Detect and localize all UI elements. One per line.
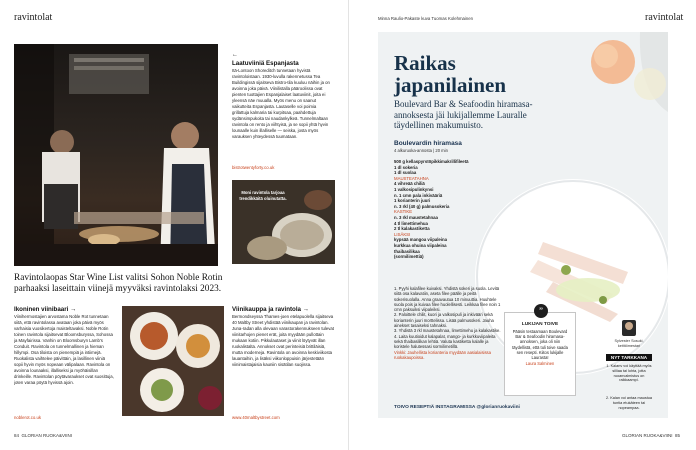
quote-icon: ” xyxy=(534,304,548,318)
photo-caption-small: Moni ravintola tarjoaa trendikkäitä oluinutatta. xyxy=(239,190,287,201)
chef-avatar xyxy=(622,320,636,336)
arrow-left-icon: ← xyxy=(232,52,238,58)
ingredient: n. 3 rkl (40 g) palmusokeria xyxy=(394,203,450,209)
ingredient-category: KASTIKE xyxy=(394,209,413,215)
ingredient: 4 tl limettimehua xyxy=(394,220,428,226)
section-title-ikoninen: Ikoninen viinibaari → xyxy=(14,306,77,313)
arrow-right-icon: → xyxy=(302,306,309,313)
ingredient: (sormilimettiä) xyxy=(394,254,424,260)
photo-caption-main: Ravintolaopas Star Wine List valitsi Sohon Noble Rotin parhaaksi laseittain viinejä myyväksi ravintolaksi 2023. xyxy=(14,273,223,294)
recipe-step: 1. Pyyhi kalafilee kuivaksi. Yhdistä sokeri ja suola. Levitä siitä osa kalavatiin, aseta filee päälle ja peitä sokerisuolalla. Anna graavautua 10 minuuttia. Huuhtele suola pois ja kuivaa filee huolellisesti. Leikkaa filee noin 1 cmn paksuiksi viipaleiksi. xyxy=(394,286,501,313)
ingredient: 1 korianterin juuri xyxy=(394,198,431,204)
recipe-title: Boulevardin hiramasa xyxy=(394,140,462,147)
section-link-viinikauppa[interactable]: www.40maltbystreet.com xyxy=(232,415,280,420)
ingredient: thaibasilikaa xyxy=(394,248,420,254)
standfirst: Boulevard Bar & Seafoodin hiramasa-annoksesta jäi lukijallemme Lauralle täydellinen makumuisto. xyxy=(394,99,533,130)
page-title: Raikas japanilainen xyxy=(394,51,507,97)
ingredient: 1 valkosipulinkynsi xyxy=(394,186,434,192)
folio-left: 84 GLORIAN RUOKA&VIINI xyxy=(14,433,73,438)
rubric-right: ravintolat xyxy=(645,12,684,23)
section-title-viinikauppa: Viinikauppa ja ravintola → xyxy=(232,306,309,313)
ingredient-category: LISÄKSI xyxy=(394,231,411,237)
ingredient: 500 g kellaspyrstöpikkimakrillifileetä xyxy=(394,159,469,164)
recipe-step: 4. Laita kuutioidut kalapalat, mango- ja kurkkuviipaleita sekä thaibasilikan lehtiä. Valuta kastiketta kalalle ja koristele halutessasi sormilimetillä. xyxy=(394,333,496,350)
kitchen-photo xyxy=(14,44,218,266)
ingredient: 4 vihreää chiliä xyxy=(394,181,425,187)
ingredient: n. 3 rkl maustetahnaa xyxy=(394,214,438,220)
food-photo xyxy=(122,306,224,416)
folio-right: GLORIAN RUOKA&VIINI 85 xyxy=(622,433,681,438)
section-body-ikoninen: Viinihermostajien arvostama Noble Rot tunnetaan siitä, että ravintolassa avataan joka päivä myös varhaisia vuosikertoja maisteltavaksi. Noble Rotin toinen ravintola sijaitsevat Bloomsburyssa, Sohossa ja Mayfairissa. Vanhin on Bloomsburyn Lamb's Conduit. Ravintola on tunnelmallinen ja hieman hillympi. Osa tiloista on pienempiä ja intiimejä. Ruokalista vaihtelee päivittäin, ja lasillinen viiniä sopii hyvin myös nopeaan välipalaan. Ravintola on avoinna lounaaksi, illalliseksi ja myöhäisillan drinkeille. Ravintolan pöytävaraukset ovat suosittuja, joten varaa pöytä hyvissä ajoin. xyxy=(14,314,114,385)
recipe-tip: Vinkki: Jauhellista korianteria myydään aasialaisissa ruokakaupoissa. xyxy=(394,349,491,360)
ingredient: 1 dl suolaa xyxy=(394,170,417,176)
recipe-step: 2. Paloittele chilit, kuori ja valkosipuli ja inkivääri sekä korianterin juuri morttelissa. Lisää palmusokeri. Jauha ainekset tasaiseksi tahnaksi. xyxy=(394,312,494,329)
ingredient-category: MAUSTEATAHNA xyxy=(394,175,429,181)
recipe-servings: 4 alkuruoka-annosta | 20 min xyxy=(394,148,448,153)
ingredient-list xyxy=(394,159,484,260)
chef-caption: Sylvester Sosuki, keittiömestari xyxy=(614,339,644,348)
ingredient: kurkkua ohuina viipaleina xyxy=(394,242,447,248)
recipe-step: 3. Yhdistä 3 rkl maustetahnaa, limettimehu ja kalakastike. xyxy=(394,328,501,334)
reader-box-name: Laura Salminen xyxy=(525,361,555,367)
photo-credit: Minna Raulio-Pakaste kuva Tuomas Kolehmainen xyxy=(378,16,474,21)
ingredient: n. 1 cmn pala inkivääriä xyxy=(394,192,443,198)
reader-box xyxy=(504,306,576,396)
tip-title: NYT TARKKANA xyxy=(606,354,652,361)
section-link-ikoninen[interactable]: noblerot.co.uk xyxy=(14,415,41,420)
recipe-steps xyxy=(394,286,504,386)
tip-2: 2. Kalan voi antaa maustua tuntia etukäteen tai nopeampaa. xyxy=(606,396,653,410)
section-body-viinikauppa: Bermondseyssa Thames-joen etelapuolella sijaitseva 40 Maltby Street yhdistää viinikaupan ja ravintolan. Juna-radan alla olevaan varastorakennukseen tulevat viinitarhojen pienet erät, joita myydään pullottain mukaan kotiin. Pikkulautaset ja viinit löytyvät illan ruokalistalta. Annokset ovat perinteisiä brittiläisiä, mutta moderneja. Ravintola on avoinna keskiviikosta lauantaihin, ja lisäksi viikonloppuisin järjestetään viinimaistajaisia kauniin sisätilan suojissa. xyxy=(232,314,334,367)
page-fold xyxy=(348,0,349,450)
side-article-title: Laatuviiniä Espanjasta xyxy=(232,60,299,67)
ingredient: 1 dl sokeria xyxy=(394,164,418,170)
side-article-body: Itä-Lontoon Shoreditch tunnetaan hyvistä ravintoloistaan. 1930-luvulla rakennetussa Tea Buildingissä sijaitseva Bistro-tila kuuluu näihin ja on avoinna joka päivä. Viinilistalla pääroolissa ovat pienten tuottajien Espanjalaiset laatuviinit, joita ei yleensä näe muualla. Myös menu on saanut vaikutteita Espanjasta. Lautaselle voi poimia grillattuja kalmaria tai kurpitsaa, paahdettuja sydänsimpukoita tai naudankylkeä. Tunnelmaltaan ravintola on rento ja viihtyisä, ja se sopii yhtä hyvin lounaalle kuin illalliselle — seiska, josta myös varauksen yhteydessä tuumataan. xyxy=(232,68,330,139)
arrow-right-icon: → xyxy=(70,306,77,313)
rubric-left: ravintolat xyxy=(14,12,53,23)
reader-box-body: Pääsin testaamaan Boulevard Bar & Seafoodin hiramasa-annoksen, joka oli niin täydellistä, että tuli toive saada sen resepti. Kiitos lukijalle Laurasta! xyxy=(512,329,568,361)
reader-box-title: LUKIJAN TOIVE xyxy=(521,322,559,327)
oysters-photo xyxy=(232,180,335,264)
instagram-line[interactable]: TOIVO RESEPTIÄ INSTAGRAMISSA @glorianruokaviini xyxy=(394,405,520,410)
ingredient: 2 tl kalakastiketta xyxy=(394,226,430,232)
side-article-link[interactable]: bistrotwentyforty.co.uk xyxy=(232,165,275,170)
tip-1: 1. Kalanv voi käyttää myös silliaa tai lohta, jotta ruoanvalmistus on raikkaampi. xyxy=(606,364,652,383)
ingredient: kypsää mangoa viipaleina xyxy=(394,237,448,243)
